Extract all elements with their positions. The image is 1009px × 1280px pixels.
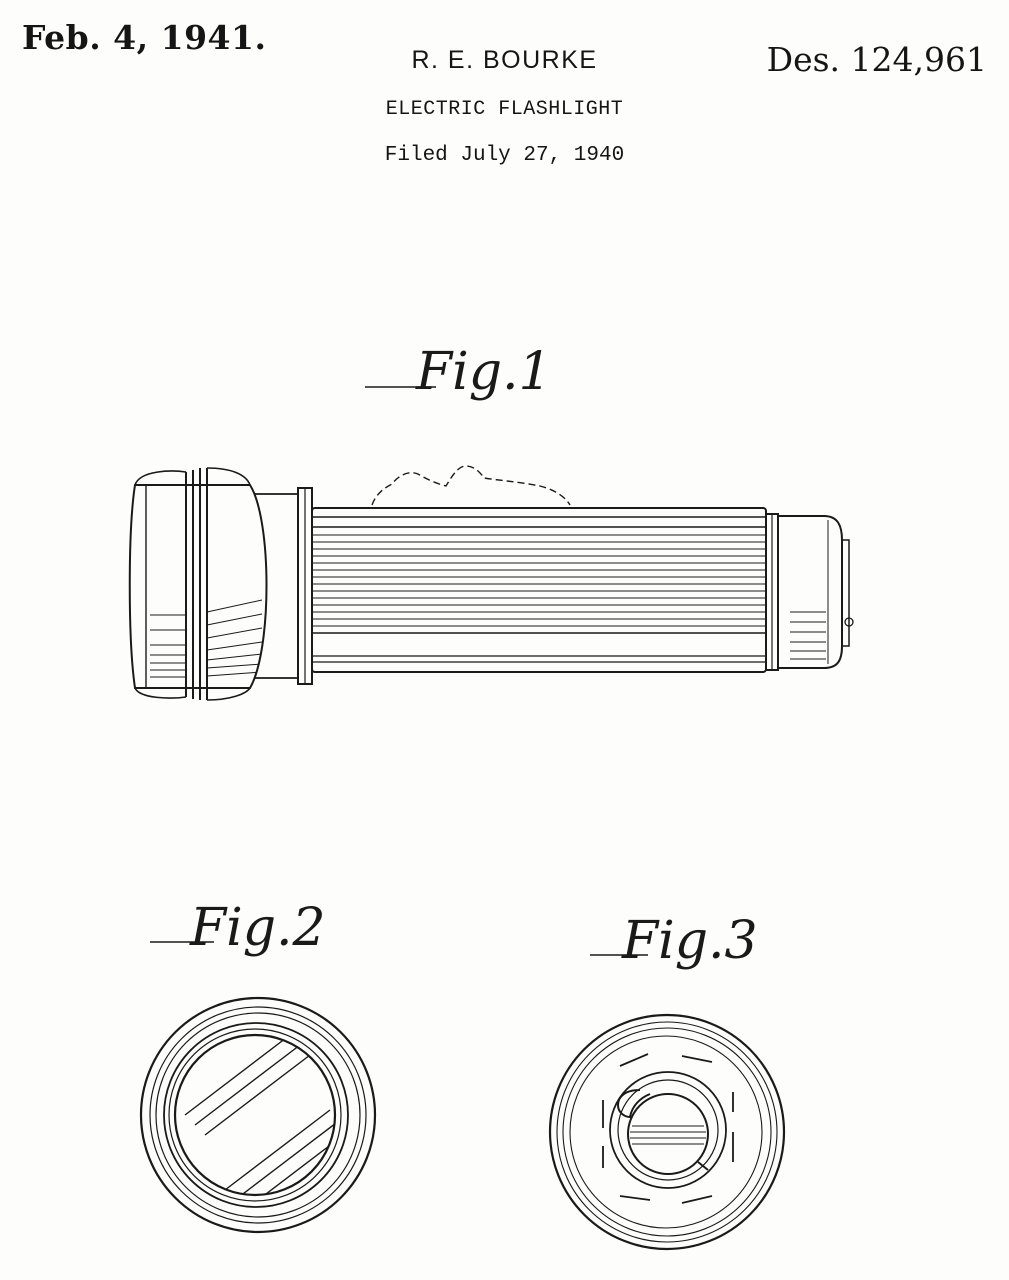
flashlight-tail-rings <box>766 514 778 670</box>
filing-date: Filed July 27, 1940 <box>384 144 625 167</box>
fig2-label <box>150 898 326 958</box>
fig3-label <box>590 911 758 971</box>
flashlight-side-view <box>130 466 853 700</box>
flashlight-tail-cap <box>778 516 853 668</box>
inventor-name: R. E. BOURKE <box>411 46 598 74</box>
issue-date: Feb. 4, 1941. <box>22 18 267 57</box>
flashlight-head <box>130 468 267 700</box>
fig1-label-text: Fig.1 <box>416 342 552 402</box>
fig3-label-text: Fig.3 <box>622 911 758 971</box>
patent-title: ELECTRIC FLASHLIGHT <box>385 98 624 121</box>
fig2-label-text: Fig.2 <box>190 898 326 958</box>
lens-end-view <box>141 998 375 1232</box>
patent-number: Des. 124,961 <box>766 40 987 79</box>
flashlight-barrel <box>312 508 766 672</box>
flashlight-switch <box>372 466 570 505</box>
fig1-label <box>365 342 552 402</box>
base-end-view <box>550 1015 784 1249</box>
